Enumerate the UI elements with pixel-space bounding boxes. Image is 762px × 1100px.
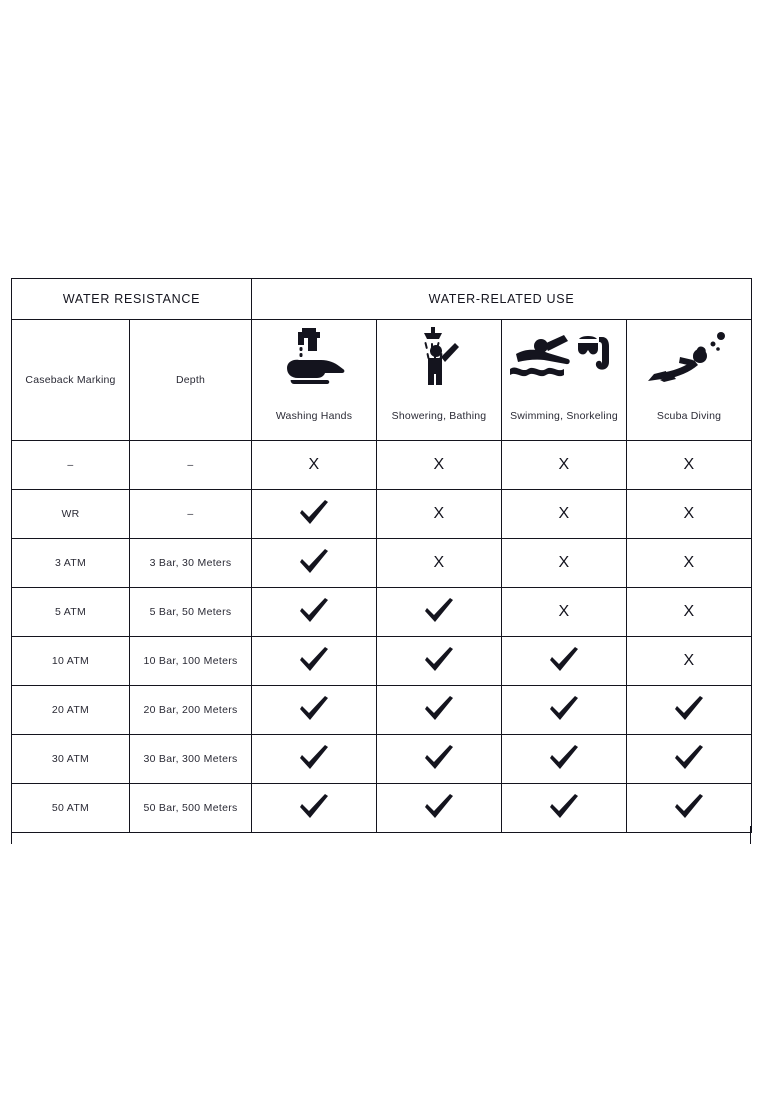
group-header-water-resistance: WATER RESISTANCE [12,279,252,320]
cell-use-scuba-diving [627,637,752,686]
cell-marking: 20 ATM [12,686,130,735]
cell-depth: 50 Bar, 500 Meters [130,784,252,833]
x-mark-icon: X [433,456,445,473]
cell-use-showering-bathing [377,637,502,686]
x-mark-icon: X [433,505,445,522]
cell-use-scuba-diving [627,588,752,637]
subheader-depth: Depth [130,320,252,441]
cell-use-swimming-snorkeling [502,637,627,686]
check-icon [299,549,329,578]
cell-marking: 5 ATM [12,588,130,637]
cell-use-scuba-diving [627,490,752,539]
cell-depth: – [130,490,252,539]
table-row [12,588,752,637]
cell-use-washing-hands [252,686,377,735]
x-mark-icon: X [558,505,570,522]
check-icon [549,745,579,774]
use-label-swimming-snorkeling: Swimming, Snorkeling [502,392,627,441]
cell-use-swimming-snorkeling [502,735,627,784]
check-icon [549,647,579,676]
table-group-header-row [12,279,752,320]
cell-use-scuba-diving [627,441,752,490]
check-icon [549,794,579,823]
cell-use-showering-bathing [377,441,502,490]
check-icon [424,794,454,823]
x-mark-icon: X [683,456,695,473]
table-row [12,637,752,686]
table-row [12,490,752,539]
cell-depth: 10 Bar, 100 Meters [130,637,252,686]
use-label-scuba-diving: Scuba Diving [627,392,752,441]
cell-use-showering-bathing [377,735,502,784]
cell-marking: – [12,441,130,490]
check-icon [299,647,329,676]
shower-bathing-icon [377,320,501,392]
cell-depth: – [130,441,252,490]
cell-use-scuba-diving [627,735,752,784]
cell-use-washing-hands [252,735,377,784]
x-mark-icon: X [683,554,695,571]
check-icon [549,696,579,725]
check-icon [424,745,454,774]
cell-marking: 3 ATM [12,539,130,588]
cell-use-scuba-diving [627,539,752,588]
subheader-caseback-marking: Caseback Marking [12,320,130,441]
x-mark-icon: X [308,456,320,473]
table-icon-row [12,320,752,393]
table-row [12,539,752,588]
icon-cell-washing-hands [252,320,377,393]
cell-marking: 30 ATM [12,735,130,784]
cell-use-showering-bathing [377,490,502,539]
cell-use-scuba-diving [627,686,752,735]
cell-depth: 3 Bar, 30 Meters [130,539,252,588]
x-mark-icon: X [558,603,570,620]
check-icon [424,598,454,627]
check-icon [299,598,329,627]
group-header-water-related-use: WATER-RELATED USE [252,279,752,320]
table-bottom-extension [11,826,751,844]
x-mark-icon: X [433,554,445,571]
cell-use-washing-hands [252,490,377,539]
cell-depth: 20 Bar, 200 Meters [130,686,252,735]
use-label-showering-bathing: Showering, Bathing [377,392,502,441]
icon-cell-showering-bathing [377,320,502,393]
use-label-washing-hands: Washing Hands [252,392,377,441]
cell-use-swimming-snorkeling [502,686,627,735]
cell-marking: WR [12,490,130,539]
icon-cell-swimming-snorkeling [502,320,627,393]
cell-depth: 30 Bar, 300 Meters [130,735,252,784]
check-icon [674,745,704,774]
cell-use-swimming-snorkeling [502,490,627,539]
cell-use-swimming-snorkeling [502,441,627,490]
cell-use-showering-bathing [377,588,502,637]
cell-use-swimming-snorkeling [502,539,627,588]
table-row [12,686,752,735]
water-resistance-chart [11,278,751,833]
x-mark-icon: X [683,603,695,620]
scuba-diver-icon [627,320,751,392]
check-icon [299,500,329,529]
cell-use-swimming-snorkeling [502,588,627,637]
check-icon [299,745,329,774]
x-mark-icon: X [558,554,570,571]
water-resistance-table [11,278,752,833]
check-icon [424,696,454,725]
cell-marking: 50 ATM [12,784,130,833]
check-icon [299,696,329,725]
cell-use-washing-hands [252,588,377,637]
x-mark-icon: X [683,652,695,669]
cell-marking: 10 ATM [12,637,130,686]
swimmer-snorkel-mask-icon [502,320,626,392]
table-row [12,441,752,490]
check-icon [424,647,454,676]
cell-depth: 5 Bar, 50 Meters [130,588,252,637]
check-icon [674,696,704,725]
check-icon [674,794,704,823]
cell-use-washing-hands [252,637,377,686]
cell-use-washing-hands [252,441,377,490]
check-icon [299,794,329,823]
cell-use-showering-bathing [377,686,502,735]
table-row [12,735,752,784]
faucet-washing-hands-icon [252,320,376,392]
x-mark-icon: X [683,505,695,522]
cell-use-showering-bathing [377,539,502,588]
x-mark-icon: X [558,456,570,473]
icon-cell-scuba-diving [627,320,752,393]
cell-use-washing-hands [252,539,377,588]
